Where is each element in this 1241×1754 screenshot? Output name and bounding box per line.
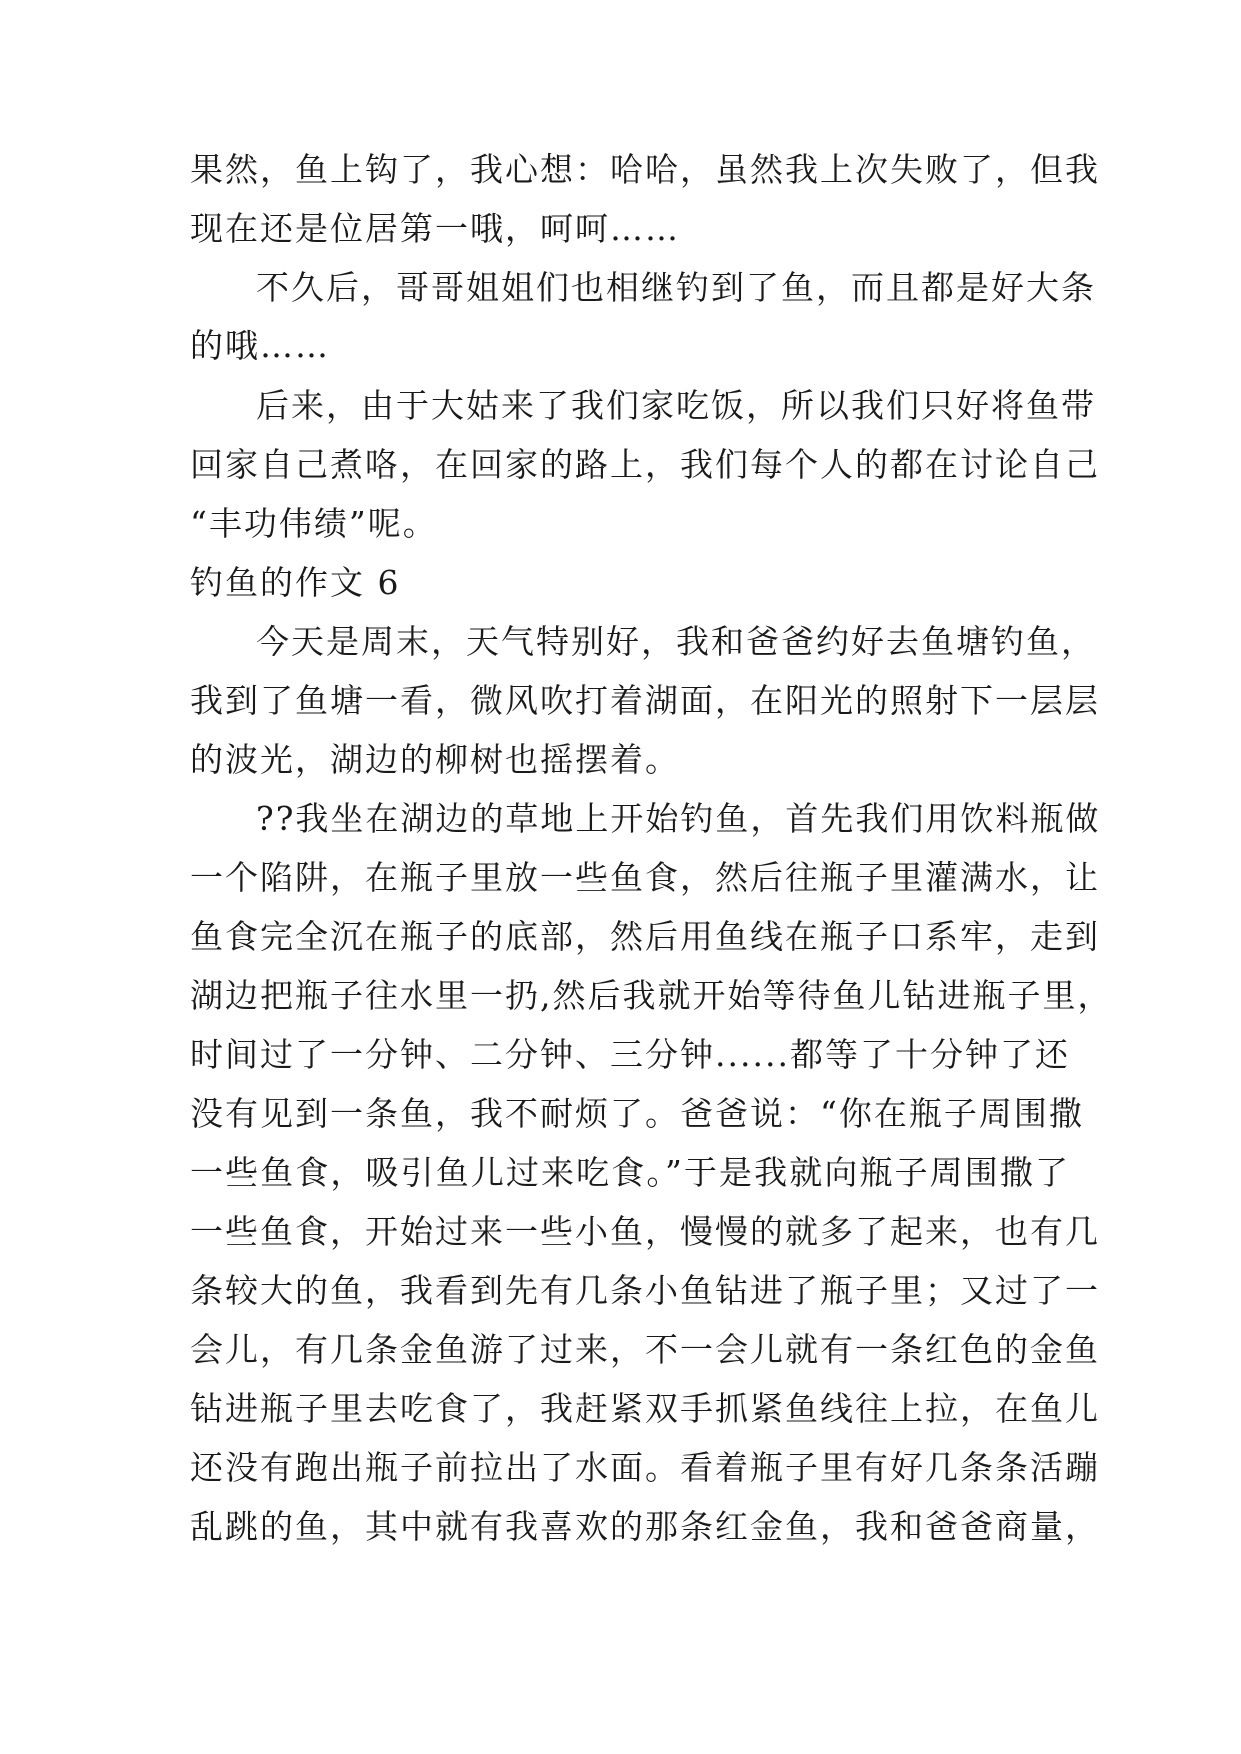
text-line: 会儿，有几条金鱼游了过来，不一会儿就有一条红色的金鱼 [190, 1330, 1100, 1369]
text-line: ??我坐在湖边的草地上开始钓鱼，首先我们用饮料瓶做 [256, 799, 1101, 838]
text-line: 的哦…… [190, 326, 330, 365]
text-line: 果然，鱼上钩了，我心想：哈哈，虽然我上次失败了，但我 [190, 150, 1100, 189]
text-line: 条较大的鱼，我看到先有几条小鱼钻进了瓶子里；又过了一 [190, 1271, 1100, 1310]
text-line: 时间过了一分钟、二分钟、三分钟......都等了十分钟了还 [190, 1035, 1070, 1074]
text-line: 一些鱼食，开始过来一些小鱼，慢慢的就多了起来，也有几 [190, 1212, 1100, 1251]
text-line: 一个陷阱，在瓶子里放一些鱼食，然后往瓶子里灌满水，让 [190, 858, 1100, 897]
text-line: 钻进瓶子里去吃食了，我赶紧双手抓紧鱼线往上拉，在鱼儿 [190, 1389, 1100, 1428]
text-line: 湖边把瓶子往水里一扔,然后我就开始等待鱼儿钻进瓶子里， [190, 976, 1113, 1015]
text-line: 的波光，湖边的柳树也摇摆着。 [190, 740, 680, 779]
text-line: 今天是周末，天气特别好，我和爸爸约好去鱼塘钓鱼， [256, 622, 1096, 661]
text-line: 没有见到一条鱼，我不耐烦了。爸爸说：“你在瓶子周围撒 [190, 1094, 1084, 1133]
text-line: 我到了鱼塘一看，微风吹打着湖面，在阳光的照射下一层层 [190, 681, 1100, 720]
text-line: 回家自己煮咯，在回家的路上，我们每个人的都在讨论自己 [190, 445, 1100, 484]
text-line: “丰功伟绩”呢。 [190, 504, 438, 543]
section-heading: 钓鱼的作文 6 [190, 563, 401, 602]
text-line: 不久后，哥哥姐姐们也相继钓到了鱼，而且都是好大条 [256, 268, 1096, 307]
text-line: 后来，由于大姑来了我们家吃饭，所以我们只好将鱼带 [256, 386, 1096, 425]
text-line: 现在还是位居第一哦，呵呵…… [190, 209, 680, 248]
text-line: 还没有跑出瓶子前拉出了水面。看着瓶子里有好几条条活蹦 [190, 1448, 1100, 1487]
text-line: 乱跳的鱼，其中就有我喜欢的那条红金鱼，我和爸爸商量， [190, 1507, 1100, 1546]
text-line: 鱼食完全沉在瓶子的底部，然后用鱼线在瓶子口系牢，走到 [190, 917, 1100, 956]
text-line: 一些鱼食，吸引鱼儿过来吃食。”于是我就向瓶子周围撒了 [190, 1153, 1070, 1192]
